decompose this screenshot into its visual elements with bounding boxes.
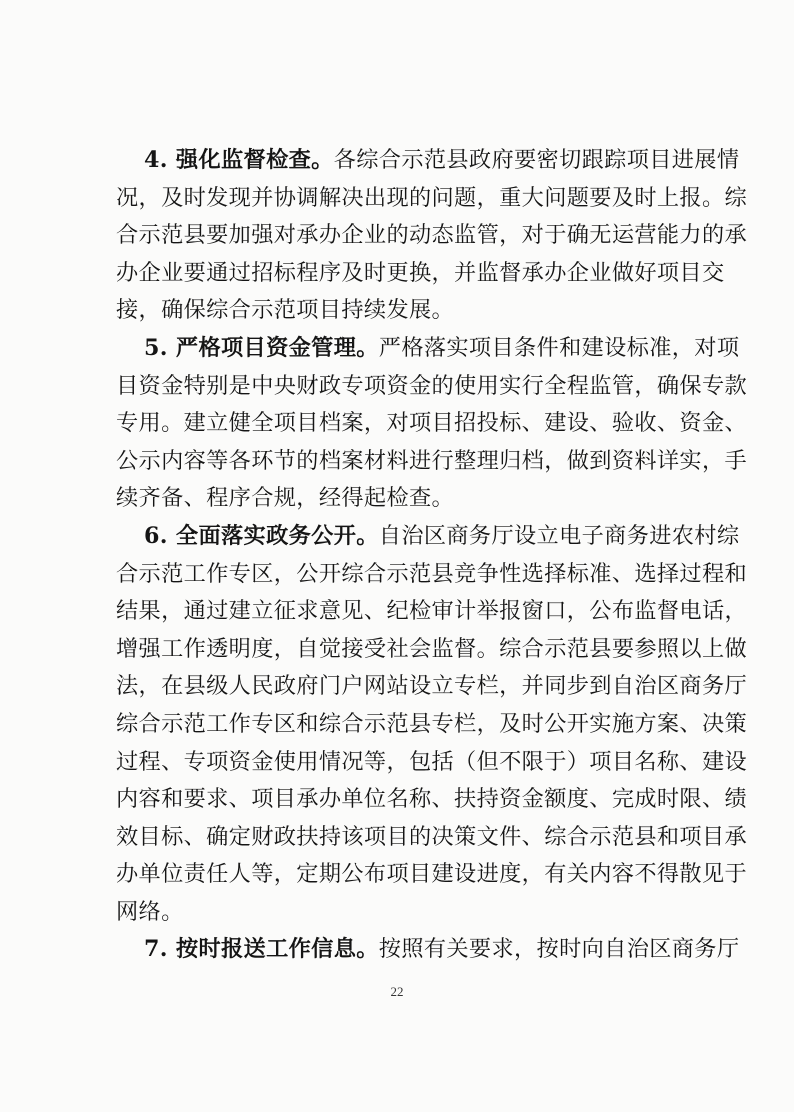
paragraph-line: 法，在县级人民政府门户网站设立专栏，并同步到自治区商务厅 [116,673,748,700]
paragraph-line: 况，及时发现并协调解决出现的问题，重大问题要及时上报。综 [116,184,748,211]
paragraph-line: 效目标、确定财政扶持该项目的决策文件、综合示范县和项目承 [116,823,748,850]
paragraph-4 [116,142,748,330]
line-text: 严格落实项目条件和建设标准，对项 [378,334,740,361]
line-text: 各综合示范县政府要密切跟踪项目进展情 [333,147,740,173]
paragraph-heading: 4. 强化监督检查。 [144,147,334,173]
line-text: 自治区商务厅设立电子商务进农村综 [378,522,740,549]
paragraph-line: 增强工作透明度，自觉接受社会监督。综合示范县要参照以上做 [116,635,748,662]
paragraph-line: 续齐备、程序合规，经得起检查。 [116,485,455,512]
paragraph-line [116,931,740,969]
paragraph-line: 网络。 [116,898,184,925]
paragraph-heading: 7. 按时报送工作信息。 [144,936,379,963]
paragraph-line: 内容和要求、项目承办单位名称、扶持资金额度、完成时限、绩 [116,786,748,813]
paragraph-6 [116,518,748,932]
page-number: 22 [390,984,404,999]
paragraph-line [116,142,740,180]
paragraph-line: 结果，通过建立征求意见、纪检审计举报窗口，公布监督电话， [116,598,748,625]
paragraph-line: 办单位责任人等，定期公布项目建设进度，有关内容不得散见于 [116,861,748,888]
paragraph-heading: 5. 严格项目资金管理。 [144,334,379,361]
paragraph-7 [116,931,740,969]
paragraph-line [116,518,740,556]
paragraph-line: 办企业要通过招标程序及时更换，并监督承办企业做好项目交 [116,259,725,286]
paragraph-line: 目资金特别是中央财政专项资金的使用实行全程监管，确保专款 [116,372,748,399]
paragraph-heading: 6. 全面落实政务公开。 [144,522,379,549]
paragraph-line: 专用。建立健全项目档案，对项目招投标、建设、验收、资金、 [116,410,748,437]
paragraph-line: 合示范县要加强对承办企业的动态监管，对于确无运营能力的承 [116,222,748,249]
paragraph-5 [116,330,748,518]
line-text: 按照有关要求，按时向自治区商务厅 [378,936,740,963]
paragraph-line: 公示内容等各环节的档案材料进行整理归档，做到资料详实，手 [116,447,748,474]
paragraph-line: 综合示范工作专区和综合示范县专栏，及时公开实施方案、决策 [116,710,748,737]
paragraph-line: 合示范工作专区，公开综合示范县竞争性选择标准、选择过程和 [116,560,748,587]
document-body [116,142,748,969]
paragraph-line: 过程、专项资金使用情况等，包括（但不限于）项目名称、建设 [116,748,748,775]
paragraph-line: 接，确保综合示范项目持续发展。 [116,297,455,324]
paragraph-line [116,330,740,368]
